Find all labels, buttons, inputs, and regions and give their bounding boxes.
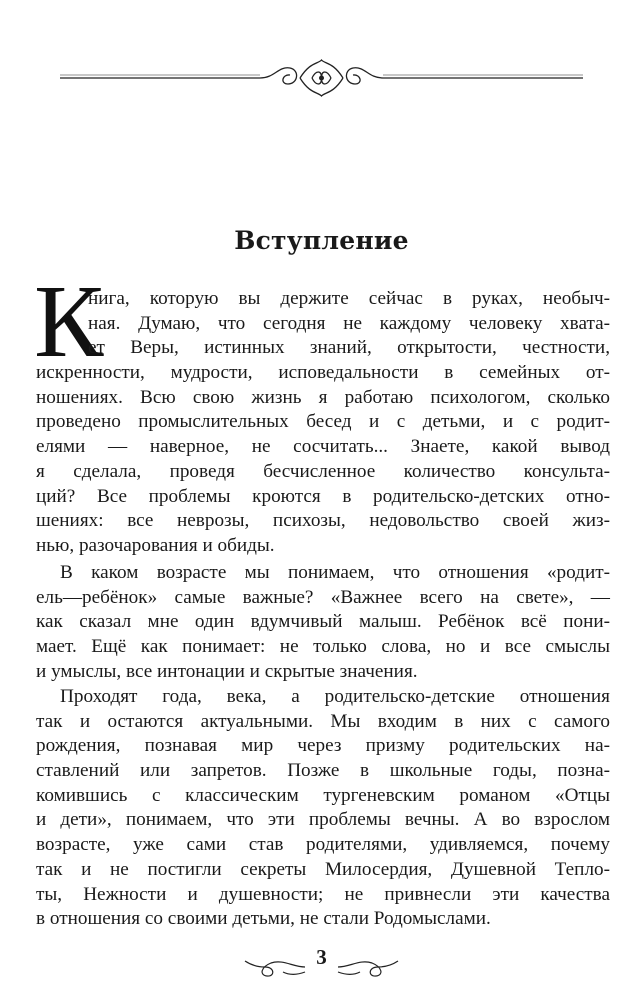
text-line: возрасте, уже сами став родителями, удивляемся, почему xyxy=(36,834,610,856)
text-line: ты, Нежности и душевности; не привнесли эти качества xyxy=(36,883,610,905)
text-line: Проходят года, века, а родительско-детские отношения xyxy=(60,686,610,707)
text-line: елями — наверное, не сосчитать... Знаете, какой вывод xyxy=(36,436,610,458)
paragraph-1 xyxy=(36,287,610,559)
text-line: в отношения со своими детьми, не стали Родомыслами. xyxy=(36,908,491,930)
text-line: ет Веры, истинных знаний, открытости, честности, xyxy=(88,337,610,359)
text-line: так и не постигли секреты Милосердия, Душевной Тепло- xyxy=(36,858,610,880)
text-line: искренности, мудрости, исповедальности в семейных от- xyxy=(36,362,610,384)
page-footer xyxy=(243,945,400,985)
text-line: так и остаются актуальными. Мы входим в них с самого xyxy=(36,710,610,732)
paragraph-2 xyxy=(36,561,610,684)
text-line: комившись с классическим тургеневским романом «Отцы xyxy=(36,784,610,806)
text-line: мает. Ещё как понимает: не только слова, но и все смыслы xyxy=(36,636,610,658)
text-line: шениях: все неврозы, психозы, недовольство своей жиз- xyxy=(36,510,610,532)
page-number: 3 xyxy=(316,945,327,969)
text-line: и дети», понимаем, что эти проблемы вечны. А во взрослом xyxy=(36,809,610,831)
text-line: проведено промыслительных бесед и с детьми, и с родит- xyxy=(36,411,610,433)
text-line: как сказал мне один вдумчивый малыш. Ребёнок всё пони- xyxy=(36,611,610,633)
text-line: рождения, познавая мир через призму родительских на- xyxy=(36,735,610,757)
text-line: и умыслы, все интонации и скрытые значения. xyxy=(36,660,418,682)
text-line: ель—ребёнок» самые важные? «Важнее всего на свете», — xyxy=(36,586,610,608)
paragraph-3 xyxy=(36,685,610,932)
drop-cap-letter: К xyxy=(34,264,104,379)
text-line: я сделала, проведя бесчисленное количество консульта- xyxy=(36,460,610,482)
text-line: нью, разочарования и обиды. xyxy=(36,534,275,556)
page-title: Вступление xyxy=(234,226,409,255)
text-line: ная. Думаю, что сегодня не каждому человеку хвата- xyxy=(88,312,610,334)
text-line: ций? Все проблемы кроются в родительско-детских отно- xyxy=(36,485,610,507)
top-ornament-divider xyxy=(60,58,583,98)
text-line: ставлений или запретов. Позже в школьные годы, позна- xyxy=(36,760,610,782)
text-line: ношениях. Всю свою жизнь я работаю психологом, сколько xyxy=(36,386,610,408)
text-line: нига, которую вы держите сейчас в руках, необыч- xyxy=(88,288,610,309)
text-line: В каком возрасте мы понимаем, что отношения «родит- xyxy=(60,562,610,583)
